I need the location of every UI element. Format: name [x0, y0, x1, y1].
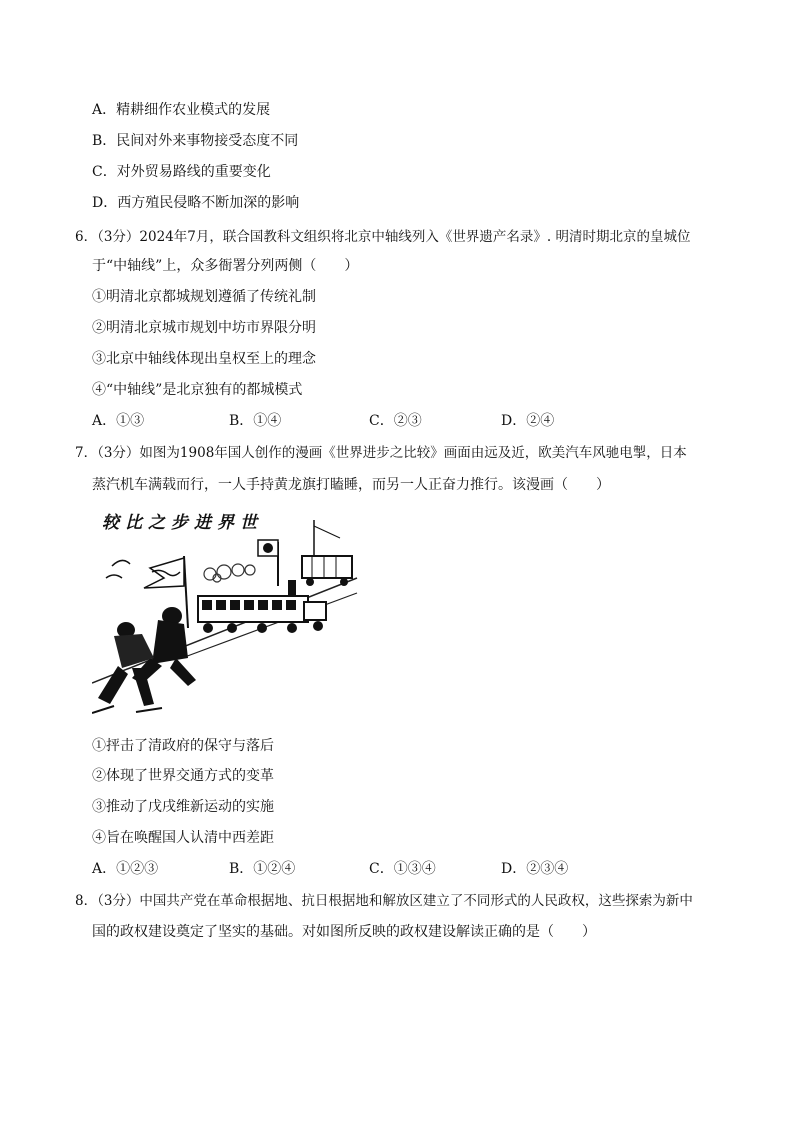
cartoon-title: 较比之步进界世 [102, 513, 263, 533]
q5-option-c: C．对外贸易路线的重要变化 [92, 164, 271, 180]
q6-statement-1: ①明清北京都城规划遵循了传统礼制 [92, 289, 316, 305]
q6-choice-c[interactable]: C．②③ [369, 413, 422, 429]
q8-stem-line2: 国的政权建设奠定了坚实的基础。对如图所反映的政权建设解读正确的是（ ） [92, 924, 596, 940]
q6-choice-d[interactable]: D．②④ [501, 413, 555, 429]
q6-stem-line2: 于“中轴线”上，众多衙署分列两侧（ ） [92, 258, 359, 274]
q7-choice-b[interactable]: B．①②④ [229, 861, 296, 877]
flag-icon [258, 540, 278, 586]
q5-option-d: D．西方殖民侵略不断加深的影响 [92, 195, 300, 211]
q7-choices [0, 859, 794, 879]
q7-statement-1: ①抨击了清政府的保守与落后 [92, 738, 274, 754]
q5-option-a: A．精耕细作农业模式的发展 [92, 102, 271, 118]
q5-option-b: B．民间对外来事物接受态度不同 [92, 133, 299, 149]
q7-choice-c[interactable]: C．①③④ [369, 861, 436, 877]
q7-choice-a[interactable]: A．①②③ [92, 861, 159, 877]
q6-choices [0, 411, 794, 431]
q7-statement-3: ③推动了戊戌维新运动的实施 [92, 799, 274, 815]
q7-choice-d[interactable]: D．②③④ [501, 861, 569, 877]
q6-stem-line1: 6．（3分）2024年7月，联合国教科文组织将北京中轴线列入《世界遗产名录》. 明清时期北京的皇城位 [75, 229, 691, 245]
q6-choice-b[interactable]: B．①④ [229, 413, 282, 429]
q7-stem-line2: 蒸汽机车满载而行，一人手持黄龙旗打瞌睡，而另一人正奋力推行。该漫画（ ） [92, 477, 610, 493]
q7-statement-2: ②体现了世界交通方式的变革 [92, 768, 274, 784]
q6-statement-2: ②明清北京城市规划中坊市界限分明 [92, 320, 316, 336]
q7-statement-4: ④旨在唤醒国人认清中西差距 [92, 830, 274, 846]
q6-choice-a[interactable]: A．①③ [92, 413, 145, 429]
automobile-icon [302, 520, 352, 586]
q7-stem-line1: 7．（3分）如图为1908年国人创作的漫画《世界进步之比较》画面由远及近，欧美汽车风驰电掣，日本 [75, 445, 687, 461]
figures-icon [92, 607, 196, 713]
q6-statement-3: ③北京中轴线体现出皇权至上的理念 [92, 351, 316, 367]
steam-train-icon [198, 580, 326, 633]
cartoon-illustration [92, 508, 362, 722]
q6-statement-4: ④“中轴线”是北京独有的都城模式 [92, 382, 303, 398]
q8-stem-line1: 8．（3分）中国共产党在革命根据地、抗日根据地和解放区建立了不同形式的人民政权，这些探索为新中 [75, 893, 693, 909]
